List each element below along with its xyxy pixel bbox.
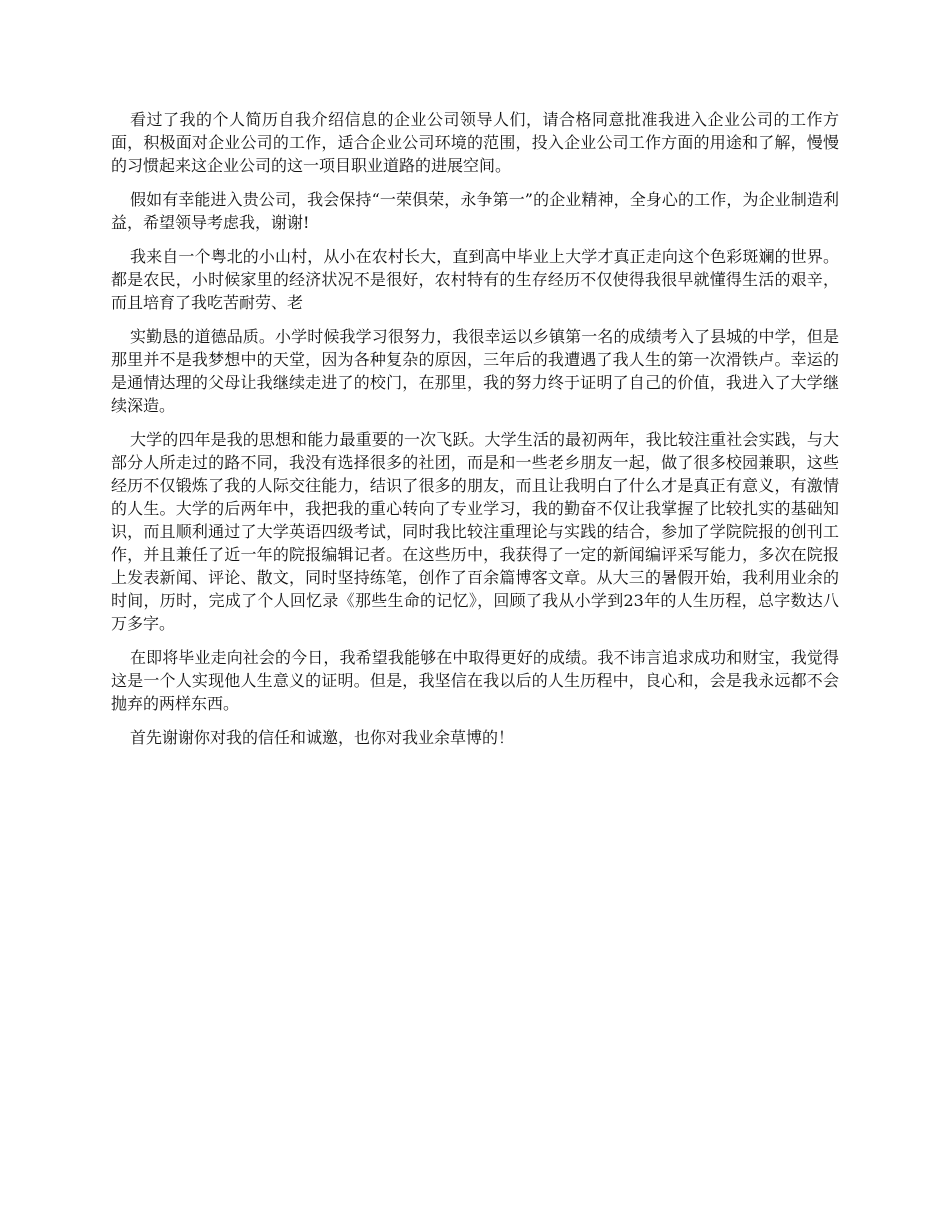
paragraph-1: 看过了我的个人简历自我介绍信息的企业公司领导人们，请合格同意批准我进入企业公司的工作方面，积极面对企业公司的工作，适合企业公司环境的范围，投入企业公司工作方面的用途和了解，慢慢的习惯起来这企业公司的这一项目职业道路的进展空间。 bbox=[111, 110, 839, 175]
paragraph-6: 在即将毕业走向社会的今日，我希望我能够在中取得更好的成绩。我不讳言追求成功和财宝，我觉得这是一个人实现他人生意义的证明。但是，我坚信在我以后的人生历程中，良心和，会是我永远都不会抛弃的两样东西。 bbox=[111, 648, 839, 713]
paragraph-3: 我来自一个粤北的小山村，从小在农村长大，直到高中毕业上大学才真正走向这个色彩斑斓的世界。都是农民，小时候家里的经济状况不是很好，农村特有的生存经历不仅使得我很早就懂得生活的艰辛，而且培育了我吃苦耐劳、老 bbox=[111, 247, 839, 312]
paragraph-2: 假如有幸能进入贵公司，我会保持“一荣俱荣，永争第一”的企业精神，全身心的工作，为企业制造利益，希望领导考虑我，谢谢! bbox=[111, 190, 839, 232]
document-body bbox=[111, 108, 839, 760]
paragraph-7: 首先谢谢你对我的信任和诚邀，也你对我业余草博的！ bbox=[130, 728, 515, 747]
paragraph-4: 实勤恳的道德品质。小学时候我学习很努力，我很幸运以乡镇第一名的成绩考入了县城的中学，但是那里并不是我梦想中的天堂，因为各种复杂的原因，三年后的我遭遇了我人生的第一次滑铁卢。幸运的是通情达理的父母让我继续走进了的校门，在那里，我的努力终于证明了自己的价值，我进入了大学继续深造。 bbox=[111, 327, 839, 415]
paragraph-5: 大学的四年是我的思想和能力最重要的一次飞跃。大学生活的最初两年，我比较注重社会实践，与大部分人所走过的路不同，我没有选择很多的社团，而是和一些老乡朋友一起，做了很多校园兼职，这些经历不仅锻炼了我的人际交往能力，结识了很多的朋友，而且让我明白了什么才是真正有意义，有激情的人生。大学的后两年中，我把我的重心转向了专业学习，我的勤奋不仅让我掌握了比较扎实的基础知识，而且顺利通过了大学英语四级考试，同时我比较注重理论与实践的结合，参加了学院院报的创刊工作，并且兼任了近一年的院报编辑记者。在这些历中，我获得了一定的新闻编评采写能力，多次在院报上发表新闻、评论、散文，同时坚持练笔，创作了百余篇博客文章。从大三的暑假开始，我利用业余的时间，历时，完成了个人回忆录《那些生命的记忆》，回顾了我从小学到23年的人生历程，总字数达八万多字。 bbox=[111, 430, 839, 633]
